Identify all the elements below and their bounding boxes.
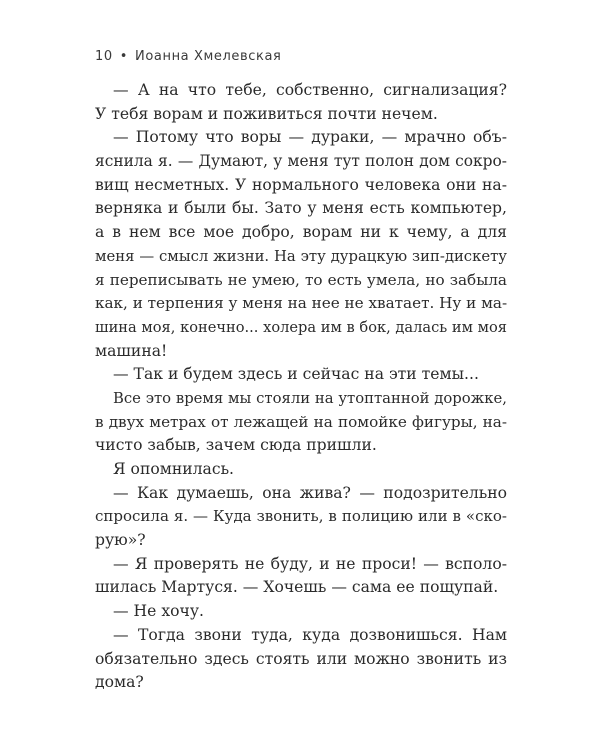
text-line: Я опомнилась. [113,460,235,478]
running-head [95,49,281,64]
text-line: машина! [95,341,168,360]
text-line: шилась Мартуся. — Хочешь — сама ее пощупай. [95,578,499,597]
text-line: чисто забыв, зачем сюда пришли. [95,436,377,455]
text-line: а в нем все мое добро, ворам ни к чему, а для [95,223,507,242]
text-line: — Так и будем здесь и сейчас на эти темы... [113,365,479,384]
text-line: — Как думаешь, она жива? — подозрительно [113,483,507,502]
text-line: — А на что тебе, собственно, сигнализация? [113,81,507,99]
text-line: — Я проверять не буду, и не проси! — всполо- [113,554,507,573]
text-line: шина моя, конечно... холера им в бок, далась им моя [95,318,507,336]
text-line: я переписывать не умею, то есть умела, но забыла [95,270,507,289]
text-line: верняка и были бы. Зато у меня есть компьютер, [95,199,507,218]
header-separator: • [119,49,129,64]
text-line: — Тогда звони туда, куда дозвонишься. Нам [113,625,507,644]
body-text [95,79,507,695]
text-line: спросила я. — Куда звонить, в полицию или в «ско- [95,507,507,526]
text-line: У тебя ворам и поживиться почти нечем. [95,104,438,123]
text-line: в двух метрах от лежащей на помойке фигуры, на- [95,412,507,431]
text-line: — Потому что воры — дураки, — мрачно объ- [113,128,507,147]
text-line: обязательно здесь стоять или можно звонить из [95,649,507,668]
text-line: как, и терпения у меня на нее не хватает. Ну и ма- [95,294,508,313]
page-number: 10 [95,49,113,64]
text-line: рую»? [95,531,146,550]
text-line: яснила я. — Думают, у меня тут полон дом сокро- [95,152,507,171]
text-line: дома? [95,673,144,692]
text-line: меня — смысл жизни. На эту дурацкую зип-дискету [95,247,507,265]
text-line: Все это время мы стояли на утоптанной дорожке, [113,389,507,407]
text-line: вищ несметных. У нормального человека они на- [95,175,507,194]
author-name: Иоанна Хмелевская [135,49,282,64]
text-line: — Не хочу. [113,602,204,621]
